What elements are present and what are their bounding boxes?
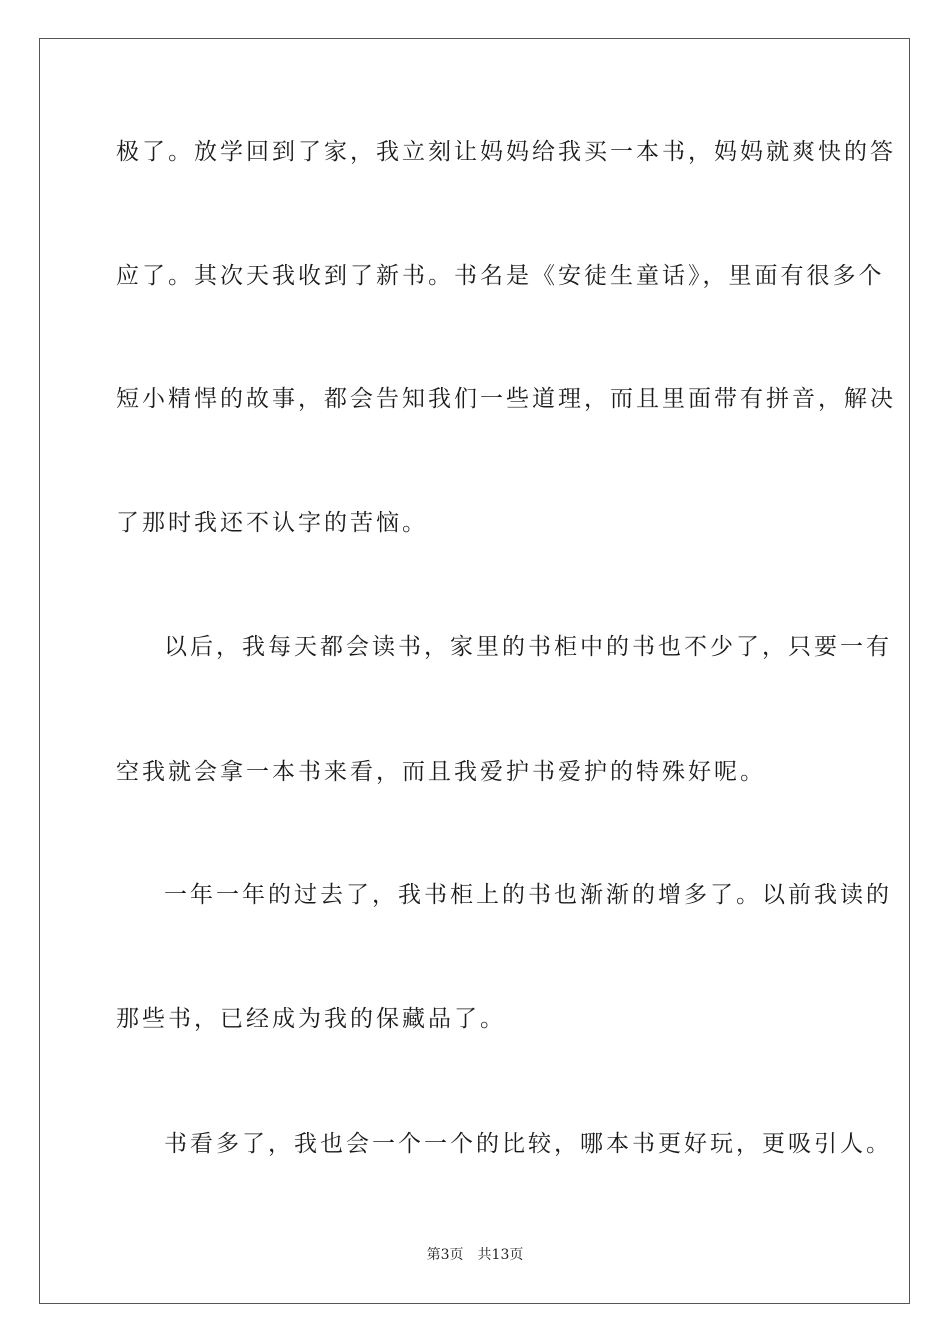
text-line: 极了。放学回到了家，我立刻让妈妈给我买一本书，妈妈就爽快的答 xyxy=(116,139,896,165)
page-number: 第3页 xyxy=(426,1247,464,1263)
text-line: 应了。其次天我收到了新书。书名是《安徒生童话》，里面有很多个 xyxy=(116,263,885,289)
paragraph-first-line: 一年一年的过去了，我书柜上的书也渐渐的增多了。以前我读的 xyxy=(164,882,892,908)
paragraph-first-line: 书看多了，我也会一个一个的比较，哪本书更好玩，更吸引人。 xyxy=(164,1131,892,1157)
text-line: 了那时我还不认字的苦恼。 xyxy=(116,510,428,536)
text-line: 那些书，已经成为我的保藏品了。 xyxy=(116,1006,506,1032)
text-line: 空我就会拿一本书来看，而且我爱护书爱护的特殊好呢。 xyxy=(116,759,766,785)
page-total: 共13页 xyxy=(477,1247,524,1263)
page-footer xyxy=(0,1246,950,1264)
page-frame xyxy=(39,38,910,1304)
paragraph-first-line: 以后，我每天都会读书，家里的书柜中的书也不少了，只要一有 xyxy=(164,634,892,660)
text-line: 短小精悍的故事，都会告知我们一些道理，而且里面带有拼音，解决 xyxy=(116,386,896,412)
